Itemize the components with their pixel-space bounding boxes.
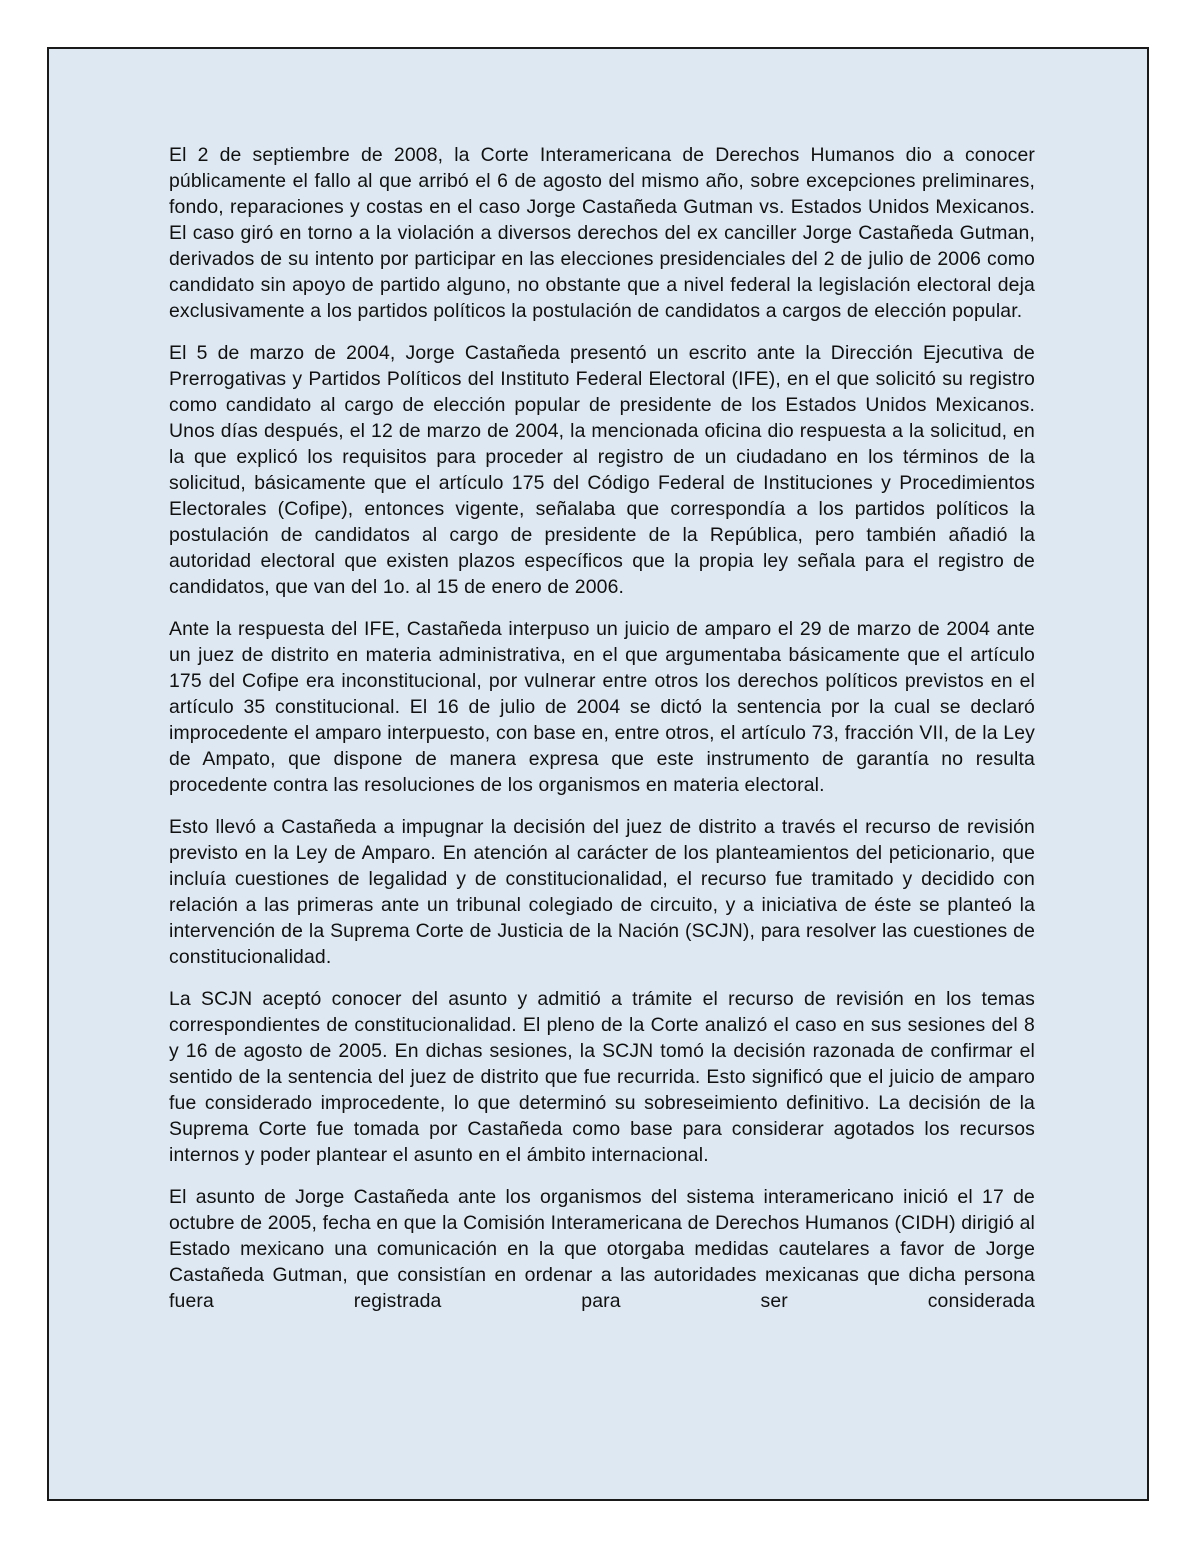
paragraph-3: Ante la respuesta del IFE, Castañeda interpuso un juicio de amparo el 29 de marzo de 2004 ante un juez de distrito en materia administrativa, en el que argumentaba básicamente que el artículo 175 del Cofipe era inconstitucional, por vulnerar entre otros los derechos políticos previstos en el artículo 35 constitucional. El 16 de julio de 2004 se dictó la sentencia por la cual se declaró improcedente el amparo interpuesto, con base en, entre otros, el artículo 73, fracción VII, de la Ley de Ampato, que dispone de manera expresa que este instrumento de garantía no resulta procedente contra las resoluciones de los organismos en materia electoral. xyxy=(169,618,1035,796)
paragraph-6: El asunto de Jorge Castañeda ante los organismos del sistema interamericano inició el 17 de octubre de 2005, fecha en que la Comisión Interamericana de Derechos Humanos (CIDH) dirigió al Estado mexicano una comunicación en la que otorgaba medidas cautelares a favor de Jorge Castañeda Gutman, que consistían en ordenar a las autoridades mexicanas que dicha persona fuera registrada para ser considerada xyxy=(169,1186,1035,1312)
paragraph-5: La SCJN aceptó conocer del asunto y admitió a trámite el recurso de revisión en los temas correspondientes de constitucionalidad. El pleno de la Corte analizó el caso en sus sesiones del 8 y 16 de agosto de 2005. En dichas sesiones, la SCJN tomó la decisión razonada de confirmar el sentido de la sentencia del juez de distrito que fue recurrida. Esto significó que el juicio de amparo fue considerado improcedente, lo que determinó su sobreseimiento definitivo. La decisión de la Suprema Corte fue tomada por Castañeda como base para considerar agotados los recursos internos y poder plantear el asunto en el ámbito internacional. xyxy=(169,988,1035,1166)
paragraph-2: El 5 de marzo de 2004, Jorge Castañeda presentó un escrito ante la Dirección Ejecutiva de Prerrogativas y Partidos Políticos del Instituto Federal Electoral (IFE), en el que solicitó su registro como candidato al cargo de elección popular de presidente de los Estados Unidos Mexicanos. Unos días después, el 12 de marzo de 2004, la mencionada oficina dio respuesta a la solicitud, en la que explicó los requisitos para proceder al registro de un ciudadano en los términos de la solicitud, básicamente que el artículo 175 del Código Federal de Instituciones y Procedimientos Electorales (Cofipe), entonces vigente, señalaba que correspondía a los partidos políticos la postulación de candidatos al cargo de presidente de la República, pero también añadió la autoridad electoral que existen plazos específicos que la propia ley señala para el registro de candidatos, que van del 1o. al 15 de enero de 2006. xyxy=(169,342,1035,598)
document-body xyxy=(169,142,1035,1330)
paragraph-4: Esto llevó a Castañeda a impugnar la decisión del juez de distrito a través el recurso de revisión previsto en la Ley de Amparo. En atención al carácter de los planteamientos del peticionario, que incluía cuestiones de legalidad y de constitucionalidad, el recurso fue tramitado y decidido con relación a las primeras ante un tribunal colegiado de circuito, y a iniciativa de éste se planteó la intervención de la Suprema Corte de Justicia de la Nación (SCJN), para resolver las cuestiones de constitucionalidad. xyxy=(169,816,1035,968)
paragraph-1: El 2 de septiembre de 2008, la Corte Interamericana de Derechos Humanos dio a conocer públicamente el fallo al que arribó el 6 de agosto del mismo año, sobre excepciones preliminares, fondo, reparaciones y costas en el caso Jorge Castañeda Gutman vs. Estados Unidos Mexicanos. El caso giró en torno a la violación a diversos derechos del ex canciller Jorge Castañeda Gutman, derivados de su intento por participar en las elecciones presidenciales del 2 de julio de 2006 como candidato sin apoyo de partido alguno, no obstante que a nivel federal la legislación electoral deja exclusivamente a los partidos políticos la postulación de candidatos a cargos de elección popular. xyxy=(169,144,1035,322)
page-frame xyxy=(47,47,1149,1501)
